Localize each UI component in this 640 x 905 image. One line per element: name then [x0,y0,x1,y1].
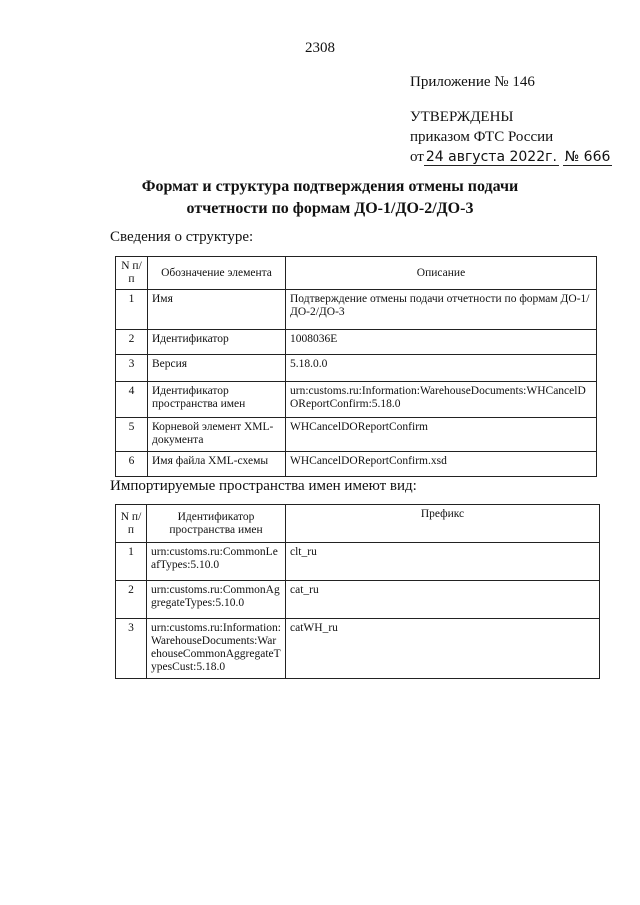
header-cell: N п/п [116,257,148,290]
approval-date: 24 августа 2022г. [425,149,557,165]
namespaces-table [115,504,600,679]
row-number: 2 [116,330,148,355]
header-cell: Описание [286,257,597,290]
element-description: 1008036E [286,330,597,355]
table-row [116,452,597,477]
table-row [116,581,600,619]
table-row [116,619,600,679]
element-name: Имя [148,290,286,330]
namespaces-caption: Импортируемые пространства имен имеют вид: [110,478,417,494]
namespace-prefix: clt_ru [286,543,600,581]
title-line-2: отчетности по формам ДО-1/ДО-2/ДО-3 [186,200,474,217]
header-cell: Префикс [286,505,600,543]
namespaces-header-row [116,505,600,543]
table-row [116,290,597,330]
table-row [116,543,600,581]
approval-block [410,107,612,167]
element-description: WHCancelDOReportConfirm [286,418,597,452]
approval-number: № 666 [564,149,611,165]
approval-prefix: от [410,149,424,165]
table-row [116,330,597,355]
row-number: 3 [116,619,147,679]
structure-table [115,256,597,477]
row-number: 4 [116,382,148,418]
title-line-1: Формат и структура подтверждения отмены подачи [141,178,519,195]
table-row [116,382,597,418]
namespace-identifier: urn:customs.ru:CommonAggregateTypes:5.10.0 [147,581,286,619]
element-name: Идентификатор пространства имен [148,382,286,418]
element-description: urn:customs.ru:Information:WarehouseDocuments:WHCancelDOReportConfirm:5.18.0 [286,382,597,418]
namespace-prefix: cat_ru [286,581,600,619]
row-number: 3 [116,355,148,382]
element-name: Имя файла XML-схемы [148,452,286,477]
table-row [116,355,597,382]
table-row [116,418,597,452]
element-name: Версия [148,355,286,382]
page-number: 2308 [305,40,335,56]
row-number: 5 [116,418,148,452]
row-number: 1 [116,290,148,330]
element-name: Идентификатор [148,330,286,355]
element-description: 5.18.0.0 [286,355,597,382]
approval-order: приказом ФТС России [410,129,554,145]
row-number: 1 [116,543,147,581]
header-cell: Идентификатор пространства имен [147,505,286,543]
namespace-prefix: catWH_ru [286,619,600,679]
namespace-identifier: urn:customs.ru:CommonLeafTypes:5.10.0 [147,543,286,581]
namespace-identifier: urn:customs.ru:Information:WarehouseDocuments:WarehouseCommonAggregateTypesCust:5.18.0 [147,619,286,679]
row-number: 2 [116,581,147,619]
element-description: Подтверждение отмены подачи отчетности по формам ДО-1/ДО-2/ДО-3 [286,290,597,330]
approval-date-line [410,147,612,167]
row-number: 6 [116,452,148,477]
header-cell: N п/п [116,505,147,543]
appendix-label: Приложение № 146 [410,74,535,90]
structure-caption: Сведения о структуре: [110,229,254,245]
element-name: Корневой элемент XML-документа [148,418,286,452]
element-description: WHCancelDOReportConfirm.xsd [286,452,597,477]
structure-header-row [116,257,597,290]
approval-heading: УТВЕРЖДЕНЫ [410,109,514,125]
header-cell: Обозначение элемента [148,257,286,290]
document-title [110,176,550,220]
